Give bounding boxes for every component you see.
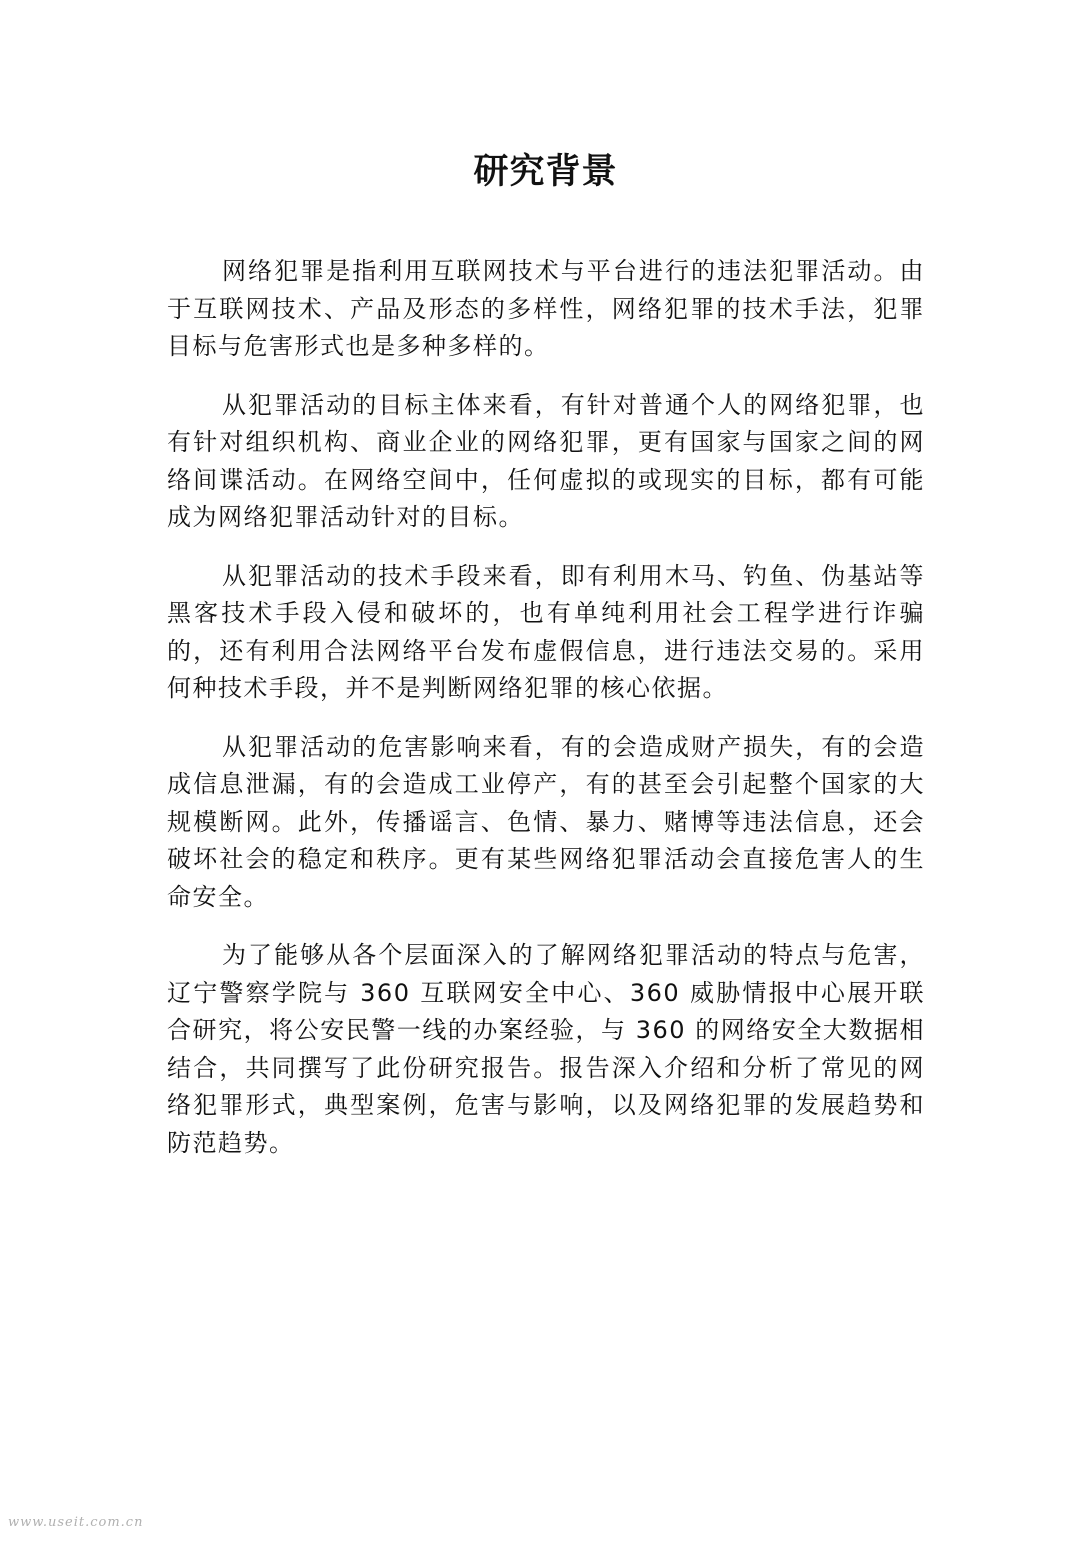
paragraph-4: 从犯罪活动的危害影响来看，有的会造成财产损失，有的会造成信息泄漏，有的会造成工业停产，有的甚至会引起整个国家的大规模断网。此外，传播谣言、色情、暴力、赌博等违法信息，还会破坏社会的稳定和秩序。更有某些网络犯罪活动会直接危害人的生命安全。 [167, 732, 925, 911]
paragraph-1: 网络犯罪是指利用互联网技术与平台进行的违法犯罪活动。由于互联网技术、产品及形态的多样性，网络犯罪的技术手法，犯罪目标与危害形式也是多种多样的。 [167, 257, 925, 360]
paragraph-5: 为了能够从各个层面深入的了解网络犯罪活动的特点与危害，辽宁警察学院与 360 互联网安全中心、360 威胁情报中心展开联合研究，将公安民警一线的办案经验，与 360 的网络安全大数据相结合，共同撰写了此份研究报告。报告深入介绍和分析了常见的网络犯罪形式，典型案例，危害与影响，以及网络犯罪的发展趋势和防范趋势。 [167, 941, 925, 1157]
watermark: www.useit.com.cn [8, 1515, 144, 1530]
document-body [167, 253, 925, 1183]
paragraph-3: 从犯罪活动的技术手段来看，即有利用木马、钓鱼、伪基站等黑客技术手段入侵和破坏的，也有单纯利用社会工程学进行诈骗的，还有利用合法网络平台发布虚假信息，进行违法交易的。采用何种技术手段，并不是判断网络犯罪的核心依据。 [167, 561, 925, 702]
paragraph-2: 从犯罪活动的目标主体来看，有针对普通个人的网络犯罪，也有针对组织机构、商业企业的网络犯罪，更有国家与国家之间的网络间谍活动。在网络空间中，任何虚拟的或现实的目标，都有可能成为网络犯罪活动针对的目标。 [167, 390, 925, 531]
page-title: 研究背景 [473, 152, 618, 192]
